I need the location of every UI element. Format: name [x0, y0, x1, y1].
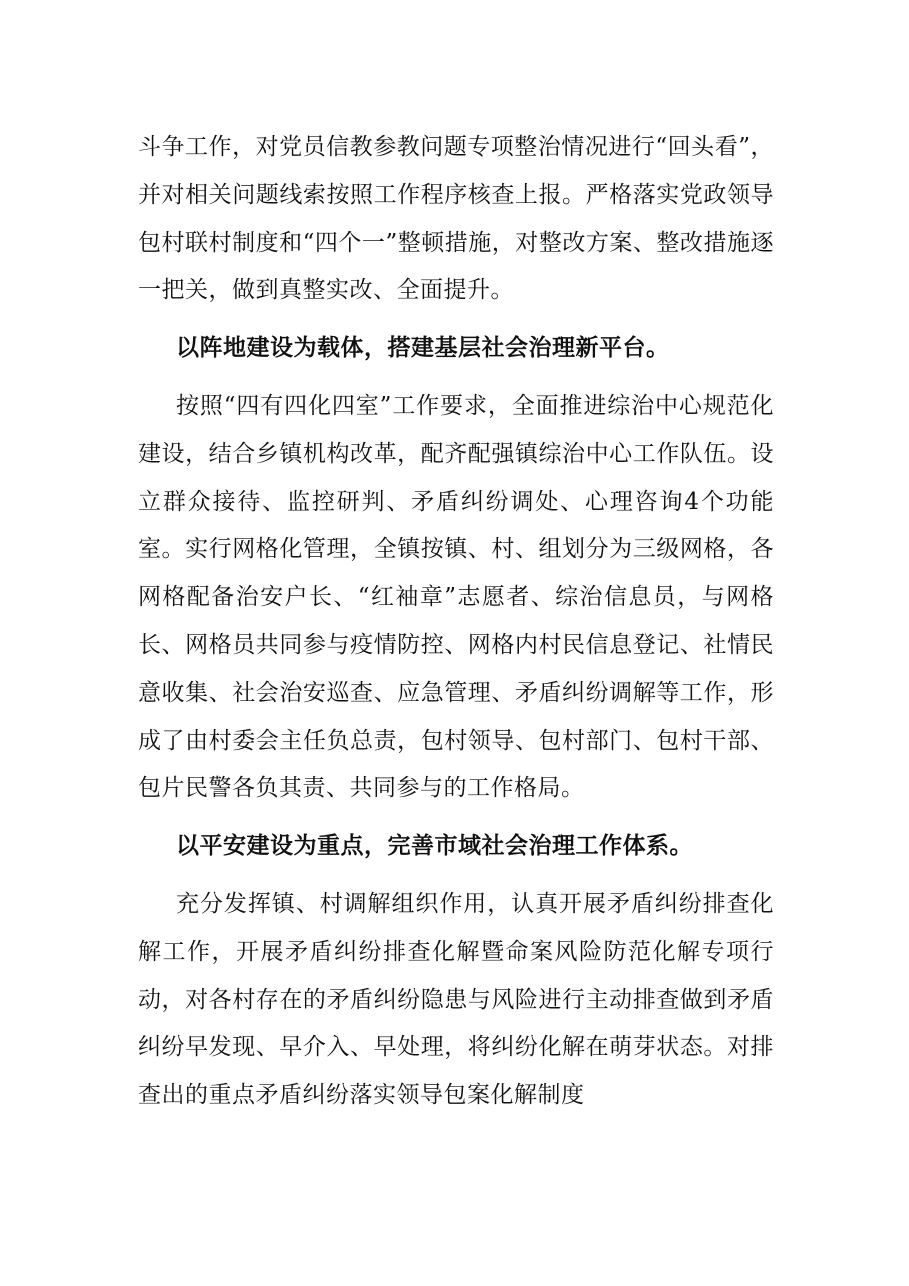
paragraph-dispute-mediation: 充分发挥镇、村调解组织作用，认真开展矛盾纠纷排查化解工作，开展矛盾纠纷排查化解暨命案风险防范化解专项行动，对各村存在的矛盾纠纷隐患与风险进行主动排查做到矛盾纠纷早发现、早介入、早处理，将纠纷化解在萌芽状态。对排查出的重点矛盾纠纷落实领导包案化解制度 — [138, 890, 774, 1109]
paragraph-gap — [138, 373, 774, 383]
section-heading-safety-building: 以平安建设为重点，完善市域社会治理工作体系。 — [176, 833, 693, 860]
paragraph-continuation: 斗争工作，对党员信教参教问题专项整治情况进行“回头看”，并对相关问题线索按照工作程序核查上报。严格落实党政领导包村联村制度和“四个一”整顿措施，对整改方案、整改措施逐一把关，做到真整实改、全面提升。 — [138, 134, 774, 304]
paragraph-gap — [138, 871, 774, 881]
document-body — [138, 124, 774, 1120]
paragraph-gap — [138, 315, 774, 325]
paragraph-gap — [138, 813, 774, 823]
section-heading-position-building: 以阵地建设为载体，搭建基层社会治理新平台。 — [176, 335, 670, 362]
paragraph-grid-management: 按照“四有四化四室”工作要求，全面推进综治中心规范化建设，结合乡镇机构改革，配齐配强镇综治中心工作队伍。设立群众接待、监控研判、矛盾纠纷调处、心理咨询4个功能室。实行网格化管理，全镇按镇、村、组划分为三级网格，各网格配备治安户长、“红袖章”志愿者、综治信息员，与网格长、网格员共同参与疫情防控、网格内村民信息登记、社情民意收集、社会治安巡查、应急管理、矛盾纠纷调解等工作，形成了由村委会主任负总责，包村领导、包村部门、包村干部、包片民警各负其责、共同参与的工作格局。 — [138, 392, 774, 802]
